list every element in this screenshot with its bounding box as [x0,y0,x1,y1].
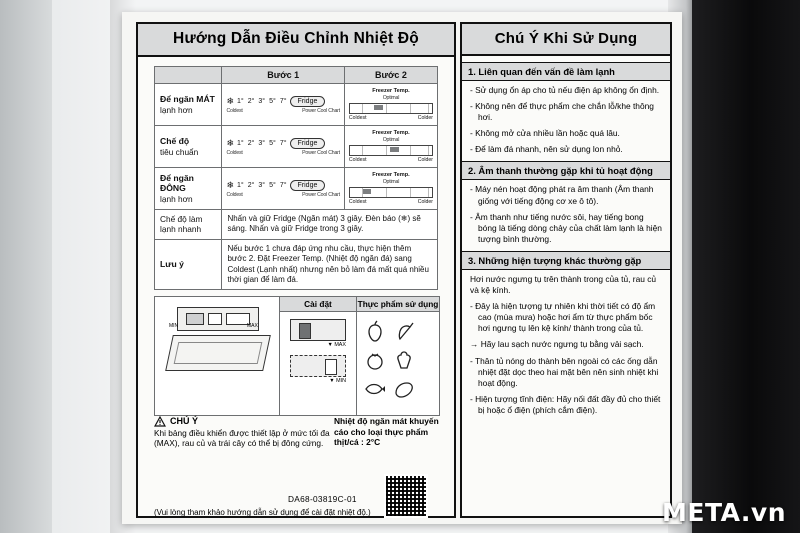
step1-note: Power Cool Chart [302,107,340,114]
step1-cell [222,126,344,168]
fridge-button-icon: Fridge [290,96,326,107]
list-item: - Thân tủ nóng do thành bên ngoài có các ống dẫn nhiệt đặt dọc theo hai mặt bên nên sinh nhiệt khi hoạt động. [470,355,659,388]
section-list-cooling [462,81,670,155]
list-item: → Hãy lau sạch nước ngưng tụ bằng vải sạch. [470,339,644,350]
warning-block [154,416,330,449]
list-item: - Âm thanh như tiếng nước sôi, hay tiếng bong bóng là tiếng dòng chảy của chất làm lạnh là hiện tượng bình thường. [470,211,662,244]
step1-cell [222,84,344,126]
snowflake-icon: ❄ [226,137,234,148]
left-panel-title: Hướng Dẫn Điều Chỉnh Nhiệt Độ [138,24,454,57]
row-label-line1: Để ngăn MÁT [160,93,215,104]
switch-min[interactable] [290,355,346,377]
table-row-note [155,239,438,290]
apple-icon [363,319,387,343]
fridge-button-icon: Fridge [290,180,326,191]
slider-labels: Coldest Colder [348,199,433,205]
list-item: - Đây là hiện tượng tự nhiên khi thời tiết có độ ẩm cao (mùa mưa) hoặc hơi ẩm từ thực phẩm bốc hơi ngưng tụ lên kệ kính/ thành trong của tủ. [470,301,656,334]
degree-scale: 1° 2° 3° 5° 7° [237,181,287,189]
degree-scale: 1° 2° 3° 5° 7° [237,139,287,147]
freezer-temp-caption: Freezer Temp. [372,172,410,178]
step1-left-caption: Coldest [226,149,243,156]
freezer-temp-caption: Freezer Temp. [372,88,410,94]
list-item: - Không nên để thực phẩm che chắn lỗ/khe thông hơi. [470,101,654,123]
drawer-settings-block [154,296,440,416]
table-row [155,126,438,168]
list-item: Hơi nước ngưng tụ trên thành trong của tủ, rau củ và kệ kính. [470,273,657,296]
freezer-temp-caption: Freezer Temp. [372,130,410,136]
temperature-guide-panel [136,22,456,518]
settings-header: Cài đặt [280,297,356,312]
temperature-strip [226,96,339,107]
list-item: - Hiện tượng tĩnh điện: Hãy nối đất đầy đủ cho thiết bị hoặc ổ điện (phích cắm điện). [470,393,661,415]
tomato-icon [363,348,387,372]
food-header: Thực phẩm sử dụng [357,297,439,312]
section-list-other [462,270,670,416]
list-item: - Không mở cửa nhiều lần hoặc quá lâu. [470,128,620,139]
table-header-step1: Bước 1 [222,67,344,84]
freezer-temp-slider[interactable] [349,187,433,198]
food-icon-grid [357,312,439,408]
snowflake-icon: ❄ [226,179,234,190]
step2-cell [344,84,437,126]
instruction-label-sheet [122,12,682,524]
row-label-line2: lạnh hơn [160,194,193,205]
table-header-row [155,67,438,84]
switch-max[interactable] [290,319,346,341]
row-label-standard [155,126,222,168]
carrot-icon [392,319,416,343]
fridge-left-edge [0,0,52,533]
model-code: DA68-03819C-01 [288,494,357,504]
setting-min [290,355,346,384]
step1-left-caption: Coldest [226,107,243,114]
degree-scale: 1° 2° 3° 5° 7° [237,97,287,105]
crisper-drawer-diagram [169,307,265,369]
row-label-line2: lạnh hơn [160,104,193,115]
table-row-quick-cool [155,210,438,240]
warning-triangle-icon [154,416,166,427]
switch-max-label: ▼ MAX [327,342,346,348]
right-panel-title: Chú Ý Khi Sử Dụng [462,24,670,56]
list-item: - Sử dụng ổn áp cho tủ nếu điện áp không ổn định. [470,85,660,95]
optimal-caption: Optimal [382,95,400,101]
table-header-blank [155,67,222,84]
step1-cell [222,168,344,210]
row-label-line1: Chế độ làm [160,214,203,225]
warning-text: Khi bảng điều khiển được thiết lập ở mức tối đa (MAX), rau củ và trái cây có thể bị đông cứng. [154,427,330,449]
food-column [357,297,439,415]
row-label-line1: Chế độ [160,135,190,146]
switch-min-label: ▼ MIN [329,378,346,384]
slider-labels: Coldest Colder [348,115,433,121]
table-row [155,84,438,126]
temperature-table [154,66,438,290]
warning-title: CHÚ Ý [170,416,199,426]
drawer-tray [165,335,271,371]
row-label-line1: Để ngăn ĐÔNG [160,172,194,194]
row-label-quick-cool [155,210,222,240]
section-heading-cooling: 1. Liên quan đến vấn đề làm lạnh [462,62,670,81]
snowflake-icon: ❄ [226,95,234,106]
meat-icon [392,377,416,401]
usage-notes-panel [460,22,672,518]
step1-note: Power Cool Chart [302,191,340,198]
section-heading-other: 3. Những hiện tượng khác thường gặp [462,251,670,270]
step1-note: Power Cool Chart [302,149,340,156]
recommendation-text: Nhiệt độ ngăn mát khuyến cáo cho loại thực phẩm thịt/cá : 2°C [334,416,439,447]
list-item: - Để làm đá nhanh, nên sử dụng lon nhỏ. [470,144,623,155]
footnote-text: (Vui lòng tham khảo hướng dẫn sử dụng để cài đặt nhiệt độ.) [154,508,371,517]
drawer-diagram-column [155,297,280,415]
drawer-label-max: MAX [247,323,258,329]
list-item: - Máy nén hoạt động phát ra âm thanh (Âm thanh giống với tiếng động cơ xe ô tô). [470,184,654,206]
drawer-label-min: MIN [169,323,179,329]
broccoli-icon [392,348,416,372]
warning-title-row [154,416,330,428]
row-label-note: Lưu ý [155,239,222,290]
optimal-caption: Optimal [382,137,400,143]
settings-column [280,297,357,415]
quick-cool-text: Nhấn và giữ Fridge (Ngăn mát) 3 giây. Đèn báo (❄) sẽ sáng. Nhấn và giữ Fridge trong 3 giây. [222,210,438,240]
row-label-fridge-colder [155,84,222,126]
section-heading-sounds: 2. Âm thanh thường gặp khi tủ hoạt động [462,161,670,180]
setting-max [290,319,346,348]
table-header-step2: Bước 2 [344,67,437,84]
step2-cell [344,168,437,210]
watermark: META.vn [662,498,786,527]
section-list-sounds [462,180,670,244]
temperature-strip [226,138,339,149]
row-label-line2: tiêu chuẩn [160,146,199,157]
fridge-button-icon: Fridge [290,138,326,149]
temperature-strip [226,180,339,191]
slider-labels: Coldest Colder [348,157,433,163]
row-label-freezer-colder [155,168,222,210]
freezer-temp-slider[interactable] [349,145,433,156]
fish-icon [363,377,387,401]
table-row [155,168,438,210]
step2-cell [344,126,437,168]
freezer-temp-slider[interactable] [349,103,433,114]
background-dark-area [692,0,800,533]
row-label-line2: lạnh nhanh [160,224,202,235]
optimal-caption: Optimal [382,179,400,185]
step1-left-caption: Coldest [226,191,243,198]
note-text: Nếu bước 1 chưa đáp ứng nhu cầu, thực hiện thêm bước 2. Đặt Freezer Temp. (Nhiệt độ ngăn đá) sang Coldest (Lạnh nhất) nhưng nên bỏ làm đá mất quá nhiều thời gian để làm đá. [222,239,438,290]
